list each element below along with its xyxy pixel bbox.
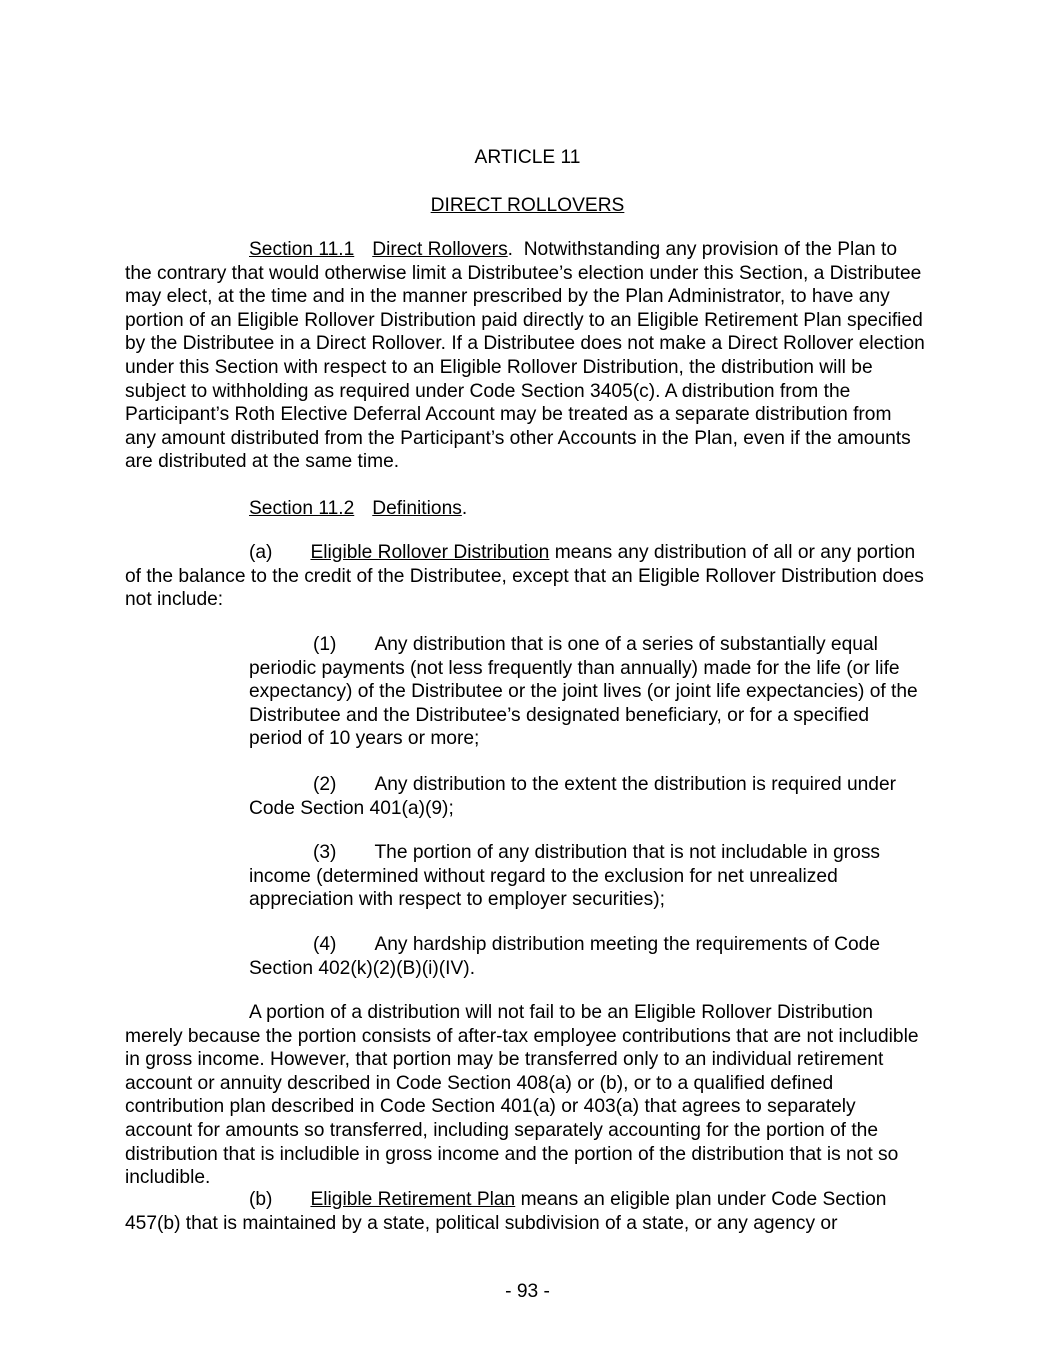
- section-11-1-body: Notwithstanding any provision of the Plan to the contrary that would otherwise limit a Distributee’s election under this Section, a Distributee may elect, at the time and in the manner prescribed by the Plan Administrator, to have any portion of an Eligible Rollover Distribution paid directly to an Eligible Retirement Plan specified by the Distributee in a Direct Rollover. If a Distributee does not make a Direct Rollover election under this Section with respect to an Eligible Rollover Distribution, the distribution will be subject to withholding as required under Code Section 3405(c). A distribution from the Participant’s Roth Elective Deferral Account may be treated as a separate distribution from any amount distributed from the Participant’s other Accounts in the Plan, even if the amounts are distributed at the same time.: [125, 239, 925, 473]
- page-number: - 93 -: [505, 1281, 550, 1302]
- article-title: ARTICLE 11: [474, 147, 581, 168]
- exclusion-marker: (2): [313, 774, 337, 795]
- section-11-2-title: Definitions: [372, 498, 462, 519]
- section-11-1-paragraph: Section 11.1 Direct Rollovers. Notwithstanding any provision of the Plan to the contrary that would otherwise limit a Distributee’s election under this Section, a Distributee may elect, at the time and in the manner prescribed by the Plan Administrator, to have any portion of an Eligible Rollover Distribution paid directly to an Eligible Retirement Plan specified by the Distributee in a Direct Rollover. If a Distributee does not make a Direct Rollover election under this Section with respect to an Eligible Rollover Distribution, the distribution will be subject to withholding as required under Code Section 3405(c). A distribution from the Participant’s Roth Elective Deferral Account may be treated as a separate distribution from any amount distributed from the Participant’s other Accounts in the Plan, even if the amounts are distributed at the same time.: [125, 239, 925, 473]
- exclusion-item: [249, 841, 925, 912]
- section-11-1-title: Direct Rollovers: [372, 239, 508, 260]
- exclusion-marker: (3): [313, 842, 337, 863]
- definition-b-paragraph: [125, 1188, 925, 1235]
- definition-a-body: means any distribution of all or any portion of the balance to the credit of the Distributee, except that an Eligible Rollover Distribution does not include:: [125, 542, 924, 611]
- definition-b-term: Eligible Retirement Plan: [310, 1189, 516, 1210]
- exclusion-marker: (1): [313, 634, 337, 655]
- definition-a-term: Eligible Rollover Distribution: [310, 542, 550, 563]
- exclusion-item: [249, 933, 925, 980]
- definition-a-paragraph: [125, 541, 925, 612]
- section-11-1-number: Section 11.1: [249, 239, 355, 260]
- exclusion-text: The portion of any distribution that is not includable in gross income (determined without regard to the exclusion for net unrealized appreciation with respect to employer securities);: [249, 842, 881, 911]
- exclusion-text: Any hardship distribution meeting the requirements of Code Section 402(k)(2)(B)(i)(IV).: [249, 934, 881, 979]
- exclusion-marker: (4): [313, 934, 337, 955]
- article-heading: [0, 194, 1055, 218]
- definition-a-marker: (a): [249, 542, 273, 563]
- exclusion-text: Any distribution to the extent the distribution is required under Code Section 401(a)(9);: [249, 774, 897, 819]
- exclusion-text: Any distribution that is one of a series of substantially equal periodic payments (not less frequently than annually) made for the life (or life expectancy) of the Distributee or the joint lives (or joint life expectancies) of the Distributee and the Distributee’s designated beneficiary, or for a specified period of 10 years or more;: [249, 634, 918, 750]
- after-tax-paragraph: A portion of a distribution will not fail to be an Eligible Rollover Distribution merely because the portion consists of after-tax employee contributions that are not includible in gross income. However, that portion may be transferred only to an individual retirement account or annuity described in Code Section 408(a) or (b), or to a qualified defined contribution plan described in Code Section 401(a) or 403(a) that agrees to separately account for amounts so transferred, including separately accounting for the portion of the distribution that is includible in gross income and the portion of the distribution that is not so includible.: [125, 1002, 919, 1189]
- definition-b-body: means an eligible plan under Code Section 457(b) that is maintained by a state, political subdivision of a state, or any agency or: [125, 1189, 887, 1234]
- section-11-2-heading: Section 11.2 Definitions.: [249, 498, 468, 519]
- definition-b-marker: (b): [249, 1189, 273, 1210]
- article-heading-text: DIRECT ROLLOVERS: [430, 195, 625, 216]
- exclusion-item: [249, 773, 925, 820]
- exclusion-item: [249, 633, 925, 751]
- section-11-2-number: Section 11.2: [249, 498, 355, 519]
